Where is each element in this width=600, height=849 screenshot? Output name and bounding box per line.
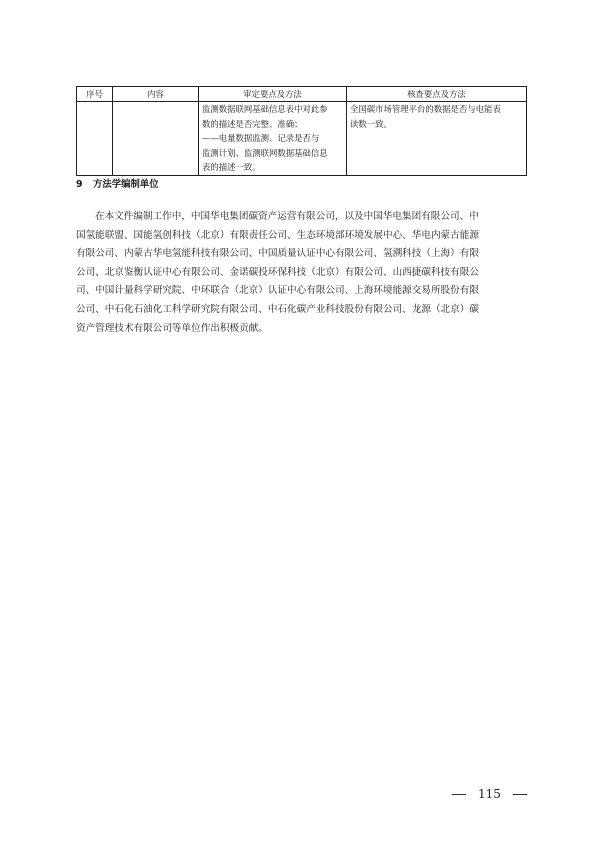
- header-check-method: 核查要点及方法: [347, 87, 527, 102]
- cell-content: [113, 102, 199, 176]
- paragraph-line: 有限公司、内蒙古华电氢能科技有限公司、中国质量认证中心有限公司、氢溯科技（上海）有限: [76, 248, 479, 260]
- review-line: 数的描述是否完整、准确；: [202, 118, 303, 129]
- paragraph-line: 公司、北京鉴衡认证中心有限公司、金诺碳投环保科技（北京）有限公司、山西捷碳科技有限公: [76, 266, 479, 278]
- footer-dash-left: [452, 794, 466, 795]
- table-row: [77, 102, 527, 176]
- review-line: 监测数据联网基础信息表中对此参: [202, 104, 328, 114]
- review-method-table: [76, 86, 527, 176]
- table-header-row: [77, 87, 527, 102]
- section-title: 方法学编制单位: [93, 179, 159, 190]
- section-heading: [76, 178, 159, 192]
- paragraph-line: 在本文件编制工作中，中国华电集团碳资产运营有限公司，以及中国华电集团有限公司、中: [95, 211, 479, 222]
- paragraph-line: 司、中国计量科学研究院、中环联合（北京）认证中心有限公司、上海环境能源交易所股份有限: [76, 285, 479, 297]
- contributors-paragraph: [76, 208, 526, 338]
- header-content: 内容: [113, 87, 199, 102]
- paragraph-line: 资产管理技术有限公司等单位作出积极贡献。: [76, 322, 268, 334]
- header-seq: 序号: [77, 87, 113, 102]
- review-line: ——电量数据监测、记录是否与: [202, 133, 320, 144]
- check-line: 读数一致。: [350, 118, 392, 129]
- cell-review-method: [199, 102, 347, 176]
- page-number: 115: [478, 787, 501, 801]
- review-line: 监测计划、监测联网数据基础信息: [202, 147, 328, 158]
- page-footer: [452, 786, 527, 802]
- header-review-method: 审定要点及方法: [199, 87, 347, 102]
- review-line: 表的描述一致。: [202, 162, 261, 173]
- cell-check-method: [347, 102, 527, 176]
- paragraph-line: 国氢能联盟、国能氢创科技（北京）有限责任公司、生态环境部环境发展中心、华电内蒙古能源: [76, 229, 479, 241]
- review-table-wrapper: [76, 86, 526, 176]
- cell-seq: [77, 102, 113, 176]
- footer-dash-right: [513, 794, 527, 795]
- paragraph-line: 公司、中石化石油化工科学研究院有限公司、中石化碳产业科技股份有限公司、龙源（北京）碳: [76, 303, 479, 315]
- section-number: 9: [76, 179, 83, 190]
- check-line: 全国碳市场管理平台的数据是否与电能表: [350, 104, 501, 114]
